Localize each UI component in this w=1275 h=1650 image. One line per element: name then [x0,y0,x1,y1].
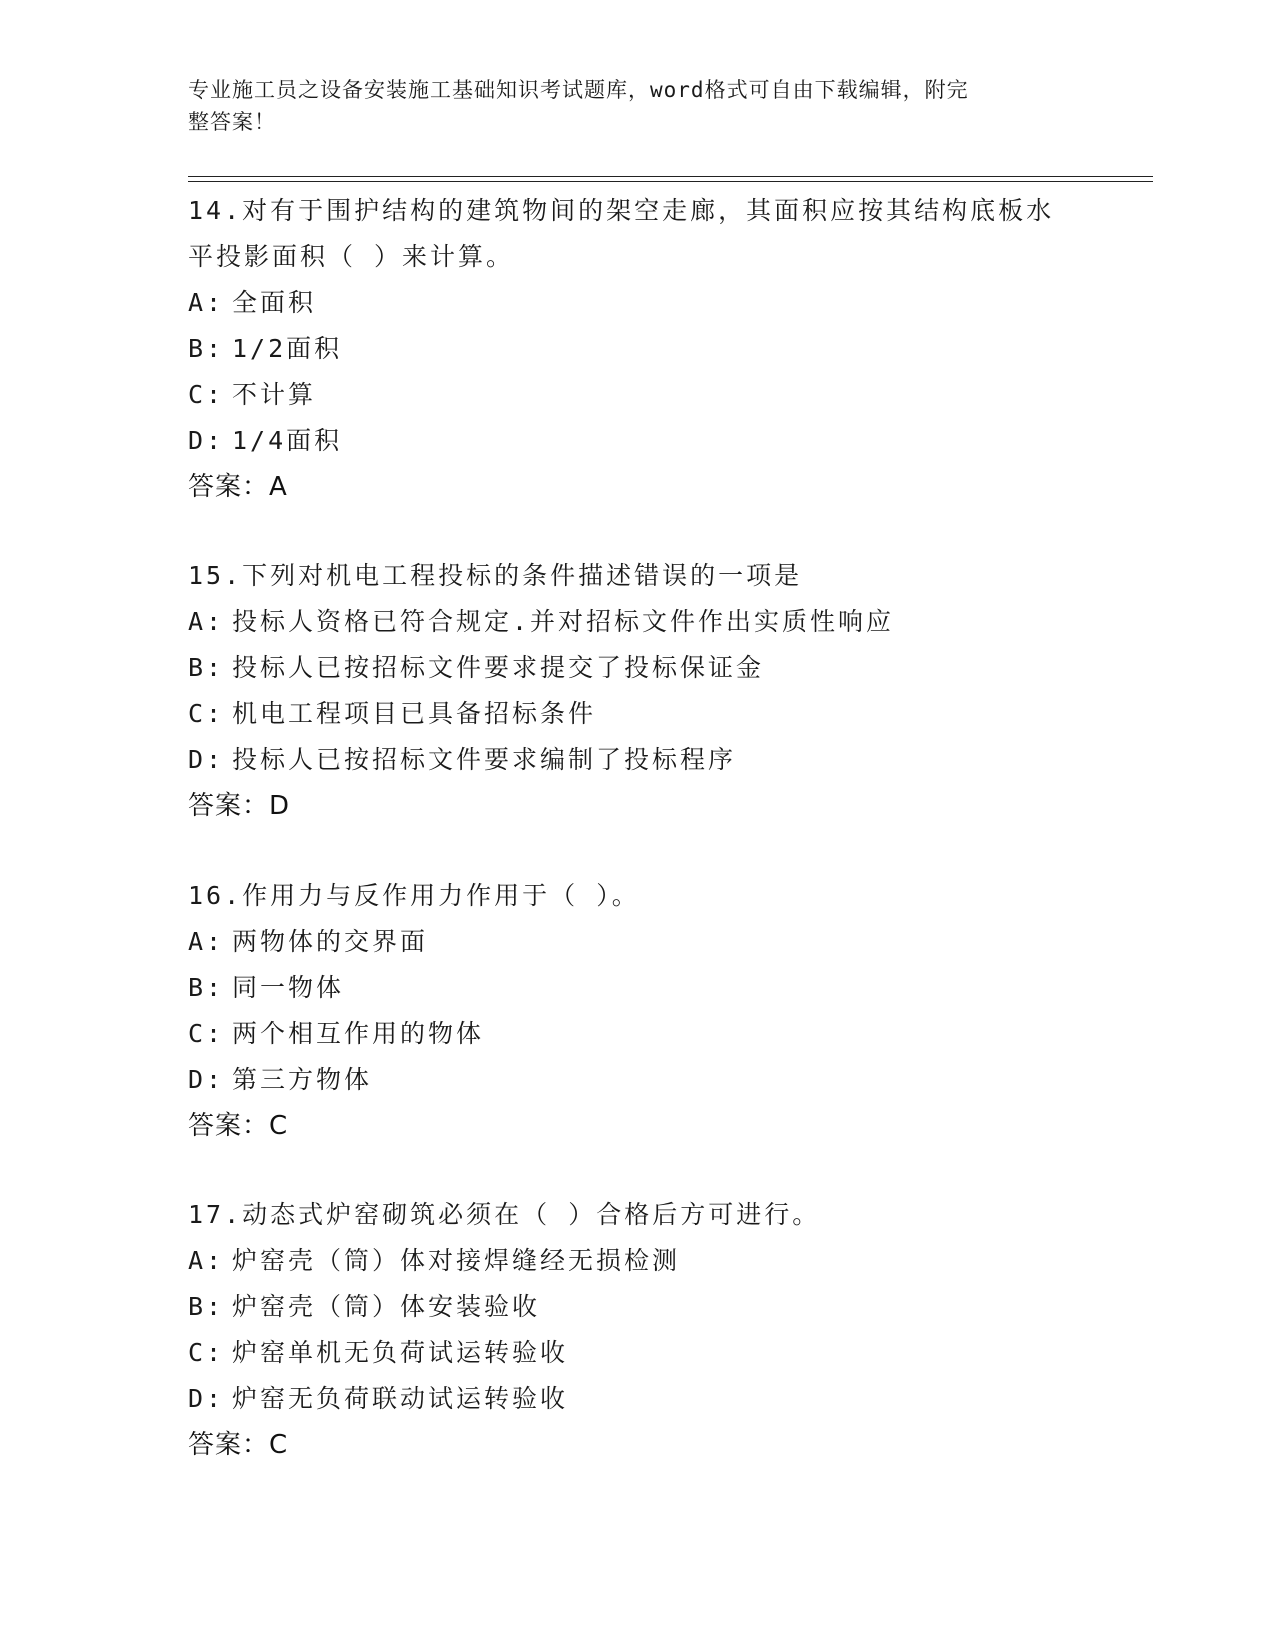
question-15 [188,553,1088,829]
option-a [188,280,1088,326]
option-text: 1/4面积 [232,426,343,455]
option-letter: A: [188,288,225,317]
option-text: 炉窑无负荷联动试运转验收 [232,1384,569,1413]
question-stem: 15.下列对机电工程投标的条件描述错误的一项是 [188,561,803,590]
option-text: 全面积 [232,288,317,317]
option-text: 1/2面积 [232,334,343,363]
answer-line: 答案：C [188,1430,289,1460]
answer-line: 答案：A [188,472,288,502]
option-text: 投标人已按招标文件要求提交了投标保证金 [232,653,765,682]
option-b [188,645,1088,691]
option-letter: A: [188,927,225,956]
option-text: 机电工程项目已具备招标条件 [232,699,597,728]
option-d [188,418,1088,464]
option-letter: C: [188,699,225,728]
option-letter: B: [188,334,225,363]
option-letter: D: [188,426,225,455]
option-letter: D: [188,1065,225,1094]
option-text: 两个相互作用的物体 [232,1019,485,1048]
option-a [188,1238,1088,1284]
answer-line: 答案：C [188,1111,289,1141]
option-text: 两物体的交界面 [232,927,429,956]
question-stem: 17.动态式炉窑砌筑必须在（ ）合格后方可进行。 [188,1200,821,1229]
header-divider-bottom [188,181,1153,182]
question-stem-continued: 平投影面积（ ）来计算。 [188,242,515,271]
option-letter: B: [188,1292,225,1321]
option-d [188,737,1088,783]
option-letter: C: [188,380,225,409]
option-a [188,599,1088,645]
header-line-2: 整答案！ [188,110,276,134]
option-text: 炉窑单机无负荷试运转验收 [232,1338,569,1367]
question-14 [188,188,1088,510]
option-text: 炉窑壳（筒）体安装验收 [232,1292,541,1321]
option-text: 投标人资格已符合规定.并对招标文件作出实质性响应 [232,607,895,636]
option-letter: B: [188,653,225,682]
option-c [188,691,1088,737]
question-stem: 16.作用力与反作用力作用于（ ）。 [188,881,640,910]
option-d [188,1376,1088,1422]
option-c [188,1011,1088,1057]
option-c [188,1330,1088,1376]
option-b [188,326,1088,372]
option-letter: C: [188,1338,225,1367]
option-b [188,1284,1088,1330]
header-line-1: 专业施工员之设备安装施工基础知识考试题库，word格式可自由下载编辑，附完 [188,78,969,102]
option-letter: D: [188,1384,225,1413]
option-text: 炉窑壳（筒）体对接焊缝经无损检测 [232,1246,681,1275]
option-d [188,1057,1088,1103]
option-a [188,919,1088,965]
option-text: 同一物体 [232,973,345,1002]
option-text: 不计算 [232,380,317,409]
answer-line: 答案：D [188,791,291,821]
option-letter: A: [188,607,225,636]
option-letter: C: [188,1019,225,1048]
header-divider-top [188,176,1153,177]
question-16 [188,873,1088,1149]
option-letter: D: [188,745,225,774]
question-stem: 14.对有于围护结构的建筑物间的架空走廊，其面积应按其结构底板水 [188,196,1055,225]
option-c [188,372,1088,418]
question-17 [188,1192,1088,1468]
document-header [188,74,1068,138]
option-letter: B: [188,973,225,1002]
option-text: 第三方物体 [232,1065,373,1094]
option-b [188,965,1088,1011]
option-letter: A: [188,1246,225,1275]
option-text: 投标人已按招标文件要求编制了投标程序 [232,745,737,774]
